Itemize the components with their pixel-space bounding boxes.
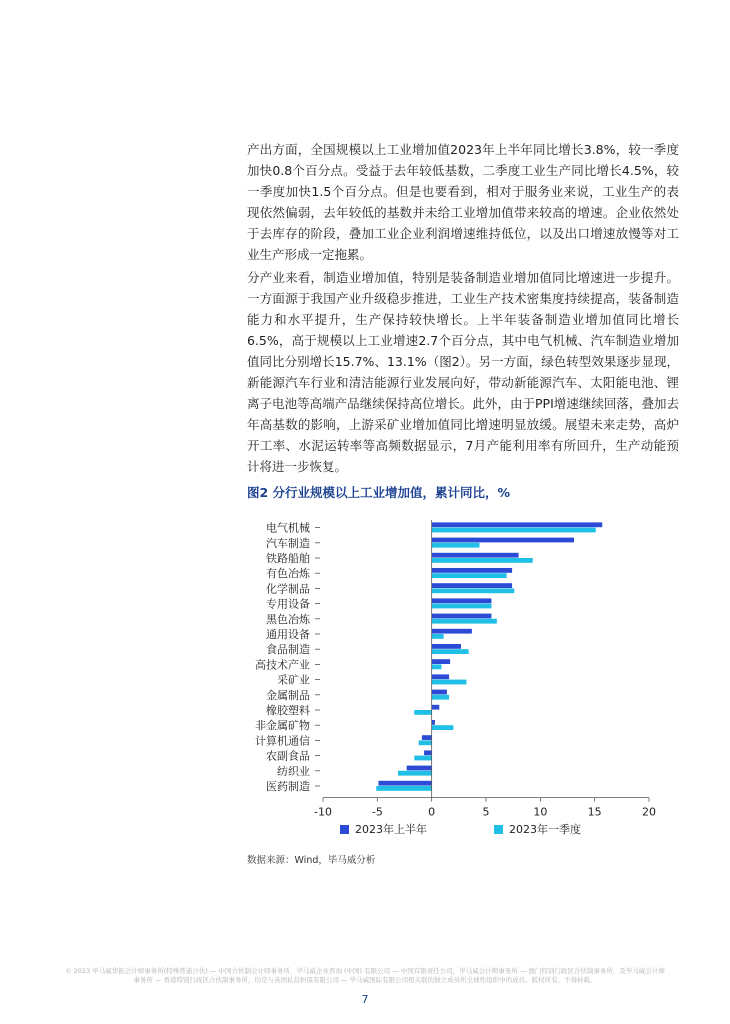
x-tick-label: 0 [428, 805, 436, 819]
paragraph-industry: 分产业来看，制造业增加值，特别是装备制造业增加值同比增速进一步提升。一方面源于我国产业升级稳步推进，工业生产技术密集度持续提高，装备制造能力和水平提升，生产保持较快增长。上半年装备制造业增加值同比增长6.5%，高于规模以上工业增速2.7个百分点，其中电气机械、汽车制造业增加值同比分别增长15.7%、13.1%（图2）。另一方面，绿色转型效果逐步显现，新能源汽车行业和清洁能源行业发展向好，带动新能源汽车、太阳能电池、锂离子电池等高端产品继续保持高位增长。此外，由于PPI增速继续回落，叠加去年高基数的影响，上游采矿业增加值同比增速明显放缓。展望未来走势，高炉开工率、水泥运转率等高频数据显示，7月产能利用率有所回升，生产动能预计将进一步恢复。 [247, 270, 679, 474]
category-label: 黑色冶炼 [266, 612, 310, 626]
category-label: 非金属矿物 [255, 719, 310, 733]
legend-item-h1 [340, 821, 427, 837]
category-label: 采矿业 [277, 673, 310, 687]
bar-h1-2023 [432, 583, 512, 588]
bar-h1-2023 [432, 522, 603, 527]
bar-h1-2023 [378, 781, 431, 786]
bar-h1-2023 [424, 750, 432, 755]
category-label: 有色冶炼 [266, 567, 310, 581]
bar-q1-2023 [432, 528, 596, 533]
category-label: 汽车制造 [266, 536, 310, 550]
legend-label-h1: 2023年上半年 [355, 823, 427, 836]
bar-q1-2023 [432, 725, 454, 730]
category-label: 高技术产业 [255, 658, 310, 672]
paragraph-output: 产出方面，全国规模以上工业增加值2023年上半年同比增长3.8%，较一季度加快0.8个百分点。受益于去年较低基数，二季度工业生产同比增长4.5%，较一季度加快1.5个百分点。但是也要看到，相对于服务业来说，工业生产的表现依然偏弱，去年较低的基数并未给工业增加值带来较高的增速。企业依然处于去库存的阶段，叠加工业企业利润增速维持低位，以及出口增速放慢等对工业生产形成一定拖累。 [247, 142, 679, 262]
bar-h1-2023 [432, 644, 461, 649]
x-tick-label: -5 [371, 805, 383, 819]
bar-h1-2023 [432, 674, 449, 679]
category-label: 金属制品 [266, 688, 310, 702]
legend-item-q1 [494, 821, 581, 837]
bar-h1-2023 [432, 659, 450, 664]
bar-q1-2023 [419, 740, 432, 745]
bar-q1-2023 [376, 786, 431, 791]
bar-q1-2023 [432, 634, 444, 639]
bar-h1-2023 [432, 614, 492, 619]
category-label: 纺织业 [277, 764, 310, 778]
bar-q1-2023 [432, 543, 480, 548]
bar-h1-2023 [432, 705, 440, 710]
legend-label-q1: 2023年一季度 [509, 823, 581, 836]
figure-title: 图2 分行业规模以上工业增加值，累计同比，% [247, 485, 511, 500]
industry-growth-chart [240, 510, 680, 820]
category-label: 医药制造 [266, 780, 310, 793]
category-label: 橡胶塑料 [266, 704, 310, 717]
category-label: 通用设备 [266, 628, 310, 641]
bar-q1-2023 [432, 664, 442, 669]
category-label: 铁路船舶 [266, 552, 310, 565]
bar-h1-2023 [432, 568, 512, 573]
bar-q1-2023 [432, 604, 492, 609]
category-label: 化学制品 [266, 582, 310, 596]
bar-q1-2023 [432, 588, 515, 593]
category-label: 农副食品 [266, 749, 310, 763]
x-tick-label: -10 [314, 805, 332, 819]
category-label: 食品制造 [266, 643, 310, 657]
footer-copyright: © 2023 毕马威华振会计师事务所(特殊普通合伙) — 中国合伙制会计师事务所，毕马威企业咨询 (中国) 有限公司 — 中国有限责任公司，毕马威会计师事务所 — 澳门特别行政区合伙制事务所，及毕马威会计师事务所 — 香港特别行政区合伙制事务所，均是与英国私营担保有限公司 — 毕马威国际有限公司相关联的独立成员所全球性组织中的成员。版权所有，不得转载。 [65, 967, 665, 984]
x-tick-label: 15 [587, 805, 602, 819]
bar-q1-2023 [414, 710, 431, 715]
bar-h1-2023 [432, 629, 472, 634]
bar-q1-2023 [432, 680, 467, 685]
bar-h1-2023 [432, 598, 492, 603]
bar-h1-2023 [422, 735, 432, 740]
category-label: 计算机通信 [255, 734, 310, 748]
bar-h1-2023 [432, 720, 435, 725]
data-source: 数据来源：Wind，毕马威分析 [247, 855, 376, 866]
x-tick-label: 5 [482, 805, 490, 819]
bar-h1-2023 [432, 538, 574, 543]
legend-swatch-q1 [494, 825, 503, 834]
bar-h1-2023 [432, 553, 519, 558]
bar-q1-2023 [432, 619, 497, 624]
bar-q1-2023 [398, 771, 432, 776]
bar-q1-2023 [432, 558, 533, 563]
x-tick-label: 20 [642, 805, 656, 819]
category-label: 专用设备 [266, 597, 310, 611]
bar-h1-2023 [432, 690, 447, 695]
legend-swatch-h1 [340, 825, 349, 834]
bar-q1-2023 [414, 756, 431, 761]
x-tick-label: 10 [533, 805, 548, 819]
bar-q1-2023 [432, 649, 469, 654]
bar-q1-2023 [432, 695, 449, 700]
category-label: 电气机械 [266, 521, 310, 535]
bar-h1-2023 [407, 766, 432, 771]
page-number: 7 [361, 993, 369, 1006]
bar-q1-2023 [432, 573, 507, 578]
